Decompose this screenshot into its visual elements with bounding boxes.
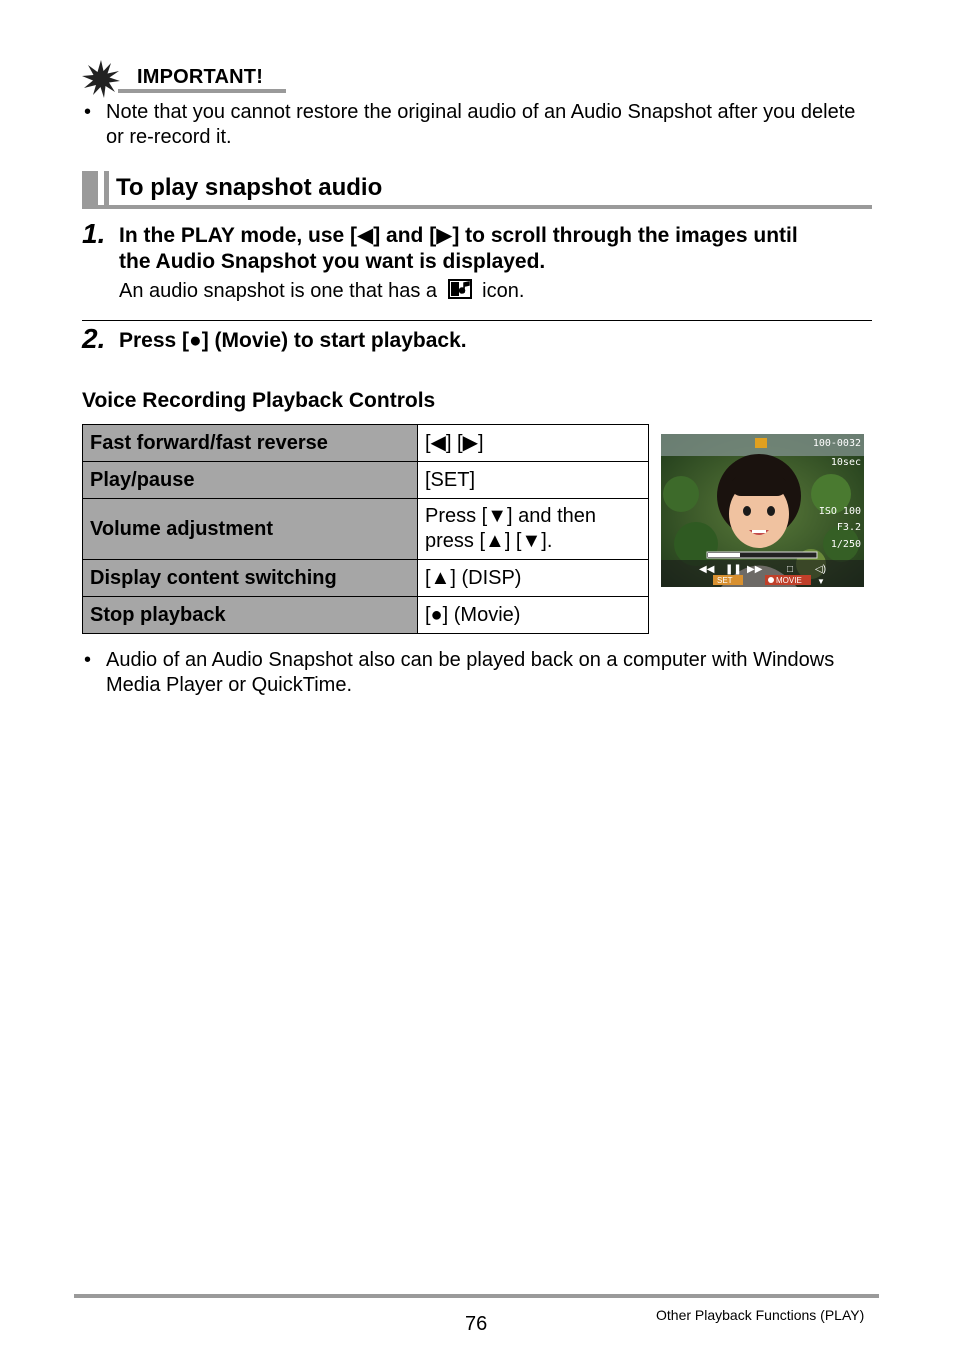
playback-note-text: Audio of an Audio Snapshot also can be played back on a computer with Windows Media Player or QuickTime.	[106, 649, 835, 696]
aperture-readout: F3.2	[836, 522, 861, 533]
page-number: 76	[465, 1313, 488, 1335]
camera-playback-screen	[661, 434, 864, 587]
important-underline	[118, 89, 286, 93]
footer-rule	[74, 1294, 879, 1298]
step-1-number: 1.	[82, 218, 106, 249]
heading-bar-thin	[104, 171, 109, 207]
audio-snapshot-icon	[447, 278, 473, 300]
step-1-line-1: In the PLAY mode, use [◀] and [▶] to scroll through the images until	[119, 224, 798, 247]
bullet-dot: •	[84, 649, 92, 671]
duration-readout: 10sec	[830, 457, 861, 468]
step-2-text: Press [●] (Movie) to start playback.	[119, 329, 467, 352]
control-action: Stop playback	[83, 597, 418, 634]
table-row	[83, 462, 649, 499]
controls-heading: Voice Recording Playback Controls	[82, 389, 436, 412]
speaker-icon: ◁)	[815, 564, 827, 575]
control-action: Volume adjustment	[83, 499, 418, 560]
bullet-dot: •	[84, 101, 92, 123]
control-keys: Press [▼] and then press [▲] [▼].	[418, 499, 649, 560]
control-keys: [●] (Movie)	[418, 597, 649, 634]
table-row	[83, 499, 649, 560]
control-action: Fast forward/fast reverse	[83, 425, 418, 462]
control-keys: [SET]	[418, 462, 649, 499]
heading-bar	[82, 171, 98, 207]
step-2-number: 2.	[82, 323, 106, 354]
iso-readout: ISO 100	[818, 506, 861, 517]
step-1-line-2: the Audio Snapshot you want is displayed.	[119, 250, 546, 273]
table-row	[83, 425, 649, 462]
step-1-sub-after: icon.	[482, 280, 525, 302]
controls-table	[82, 424, 649, 634]
playback-note	[84, 648, 874, 700]
movie-label: MOVIE	[776, 576, 802, 585]
heading-underline	[82, 205, 872, 209]
pause-icon: ❚❚	[725, 564, 742, 575]
important-note	[84, 100, 864, 152]
section-title: To play snapshot audio	[116, 174, 383, 201]
step-1-subtext	[119, 278, 819, 304]
step-divider	[82, 320, 872, 321]
step-1-text	[119, 223, 879, 275]
fast-forward-icon: ▶▶	[747, 564, 763, 575]
control-keys: [◀] [▶]	[418, 425, 649, 462]
table-row	[83, 597, 649, 634]
stop-icon: □	[787, 564, 794, 575]
rewind-icon: ◀◀	[699, 564, 715, 575]
control-action: Display content switching	[83, 560, 418, 597]
important-header	[82, 60, 286, 96]
set-label: SET	[717, 576, 733, 585]
important-note-text: Note that you cannot restore the original audio of an Audio Snapshot after you delete or re-record it.	[106, 101, 856, 148]
control-keys: [▲] (DISP)	[418, 560, 649, 597]
starburst-icon	[82, 60, 120, 98]
section-heading	[82, 171, 872, 211]
footer-section-name: Other Playback Functions (PLAY)	[656, 1307, 865, 1323]
control-action: Play/pause	[83, 462, 418, 499]
important-label: IMPORTANT!	[137, 66, 264, 88]
file-number-readout: 100-0032	[812, 438, 861, 449]
table-row	[83, 560, 649, 597]
down-arrow-icon: ▼	[817, 577, 825, 586]
step-1-sub-before: An audio snapshot is one that has a	[119, 280, 438, 302]
shutter-readout: 1/250	[830, 539, 861, 550]
